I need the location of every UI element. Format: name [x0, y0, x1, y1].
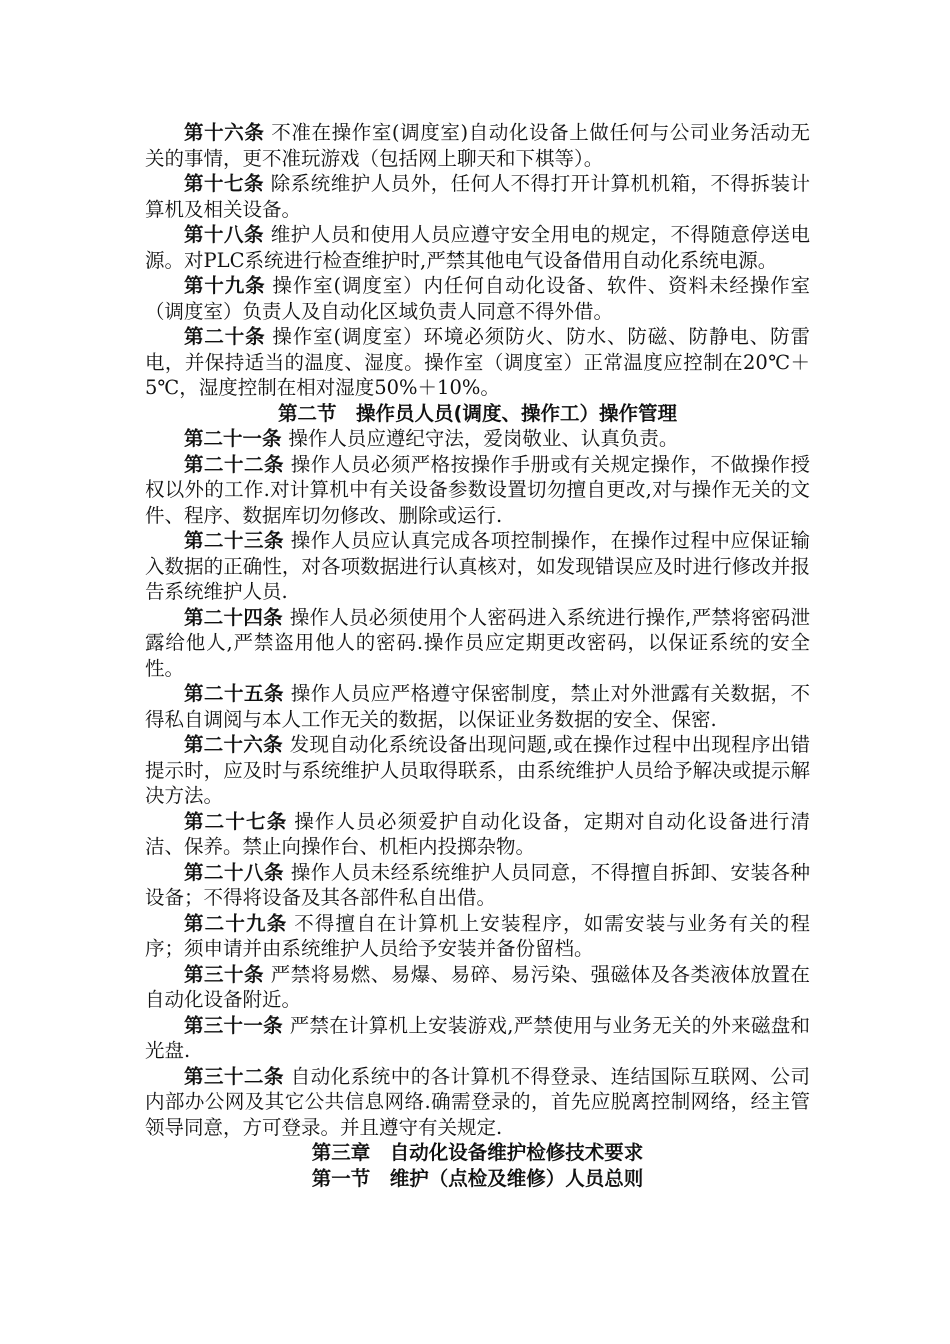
- articles-part-2: [145, 426, 810, 1140]
- article-label: 第二十八条: [184, 860, 284, 884]
- article-paragraph: [145, 809, 810, 860]
- article-text: 操作人员必须爱护自动化设备，定期对自动化设备进行清洁、保养。禁止向操作台、机柜内投掷杂物。: [145, 809, 810, 858]
- document-page: [145, 120, 810, 1191]
- article-paragraph: [145, 605, 810, 682]
- article-text: 发现自动化系统设备出现问题,或在操作过程中出现程序出错提示时，应及时与系统维护人员取得联系，由系统维护人员给予解决或提示解决方法。: [145, 733, 810, 807]
- article-label: 第二十二条: [184, 452, 284, 476]
- article-text: 操作室(调度室）环境必须防火、防水、防磁、防静电、防雷电，并保持适当的温度、湿度。操作室（调度室）正常温度应控制在20℃＋5℃，湿度控制在相对湿度50%＋10%。: [145, 325, 810, 399]
- article-text: 操作人员必须使用个人密码进入系统进行操作,严禁将密码泄露给他人,严禁盗用他人的密码.操作员应定期更改密码，以保证系统的安全性。: [145, 605, 810, 680]
- article-paragraph: [145, 120, 810, 171]
- article-text: 操作室(调度室）内任何自动化设备、软件、资料未经操作室（调度室）负责人及自动化区域负责人同意不得外借。: [145, 274, 810, 323]
- article-paragraph: [145, 860, 810, 911]
- article-text: 除系统维护人员外，任何人不得打开计算机机箱，不得拆装计算机及相关设备。: [145, 172, 810, 221]
- article-label: 第二十三条: [184, 529, 284, 552]
- article-text: 不准在操作室(调度室)自动化设备上做任何与公司业务活动无关的事情，更不准玩游戏（包括网上聊天和下棋等）。: [145, 121, 810, 170]
- article-paragraph: [145, 222, 810, 273]
- article-paragraph: [145, 324, 810, 401]
- article-paragraph: [145, 911, 810, 962]
- article-label: 第二十五条: [184, 682, 284, 705]
- article-text: 严禁在计算机上安装游戏,严禁使用与业务无关的外来磁盘和光盘.: [145, 1013, 810, 1062]
- articles-part-1: [145, 120, 810, 401]
- article-paragraph: [145, 962, 810, 1013]
- article-paragraph: [145, 732, 810, 809]
- article-text: 不得擅自在计算机上安装程序，如需安装与业务有关的程序；须申请并由系统维护人员给予安装并备份留档。: [145, 911, 810, 960]
- section-2-title: 第二节 操作员人员(调度、操作工）操作管理: [278, 401, 677, 425]
- article-label: 第三十二条: [184, 1064, 284, 1088]
- article-label: 第三十一条: [184, 1013, 283, 1037]
- article-paragraph: [145, 681, 810, 732]
- article-text: 自动化系统中的各计算机不得登录、连结国际互联网、公司内部办公网及其它公共信息网络.确需登录的，首先应脱离控制网络，经主管领导同意，方可登录。并且遵守有关规定.: [145, 1064, 810, 1139]
- article-text: 操作人员必须严格按操作手册或有关规定操作，不做操作授权以外的工作.对计算机中有关设备参数设置切勿擅自更改,对与操作无关的文件、程序、数据库切勿修改、删除或运行.: [145, 452, 810, 527]
- article-text: 操作人员应遵纪守法，爱岗敬业、认真负责。: [288, 427, 679, 450]
- article-paragraph: [145, 528, 810, 605]
- article-text: 操作人员应认真完成各项控制操作，在操作过程中应保证输入数据的正确性，对各项数据进行认真核对，如发现错误应及时进行修改并报告系统维护人员.: [145, 529, 810, 603]
- article-label: 第二十一条: [184, 427, 282, 450]
- article-label: 第二十七条: [184, 809, 288, 833]
- article-text: 操作人员未经系统维护人员同意，不得擅自拆卸、安装各种设备；不得将设备及其各部件私自出借。: [145, 860, 810, 909]
- article-label: 第十八条: [184, 223, 264, 246]
- article-label: 第三十条: [184, 962, 264, 986]
- article-label: 第十九条: [184, 274, 266, 297]
- section-1-title: 第一节 维护（点检及维修）人员总则: [311, 1166, 644, 1190]
- article-text: 操作人员应严格遵守保密制度，禁止对外泄露有关数据，不得私自调阅与本人工作无关的数据，以保证业务数据的安全、保密.: [145, 682, 810, 731]
- article-paragraph: [145, 1013, 810, 1064]
- article-paragraph: [145, 1064, 810, 1141]
- article-label: 第二十四条: [184, 605, 283, 629]
- article-label: 第十六条: [184, 121, 265, 144]
- article-label: 第二十条: [184, 325, 266, 348]
- article-text: 维护人员和使用人员应遵守安全用电的规定，不得随意停送电源。对PLC系统进行检查维护时,严禁其他电气设备借用自动化系统电源。: [145, 223, 810, 272]
- article-paragraph: [145, 426, 810, 452]
- article-paragraph: [145, 452, 810, 529]
- article-paragraph: [145, 171, 810, 222]
- article-label: 第十七条: [184, 172, 264, 195]
- article-label: 第二十六条: [184, 733, 283, 756]
- article-label: 第二十九条: [184, 911, 288, 935]
- article-paragraph: [145, 273, 810, 324]
- chapter-3-title: 第三章 自动化设备维护检修技术要求: [311, 1141, 644, 1164]
- article-text: 严禁将易燃、易爆、易碎、易污染、强磁体及各类液体放置在自动化设备附近。: [145, 962, 810, 1011]
